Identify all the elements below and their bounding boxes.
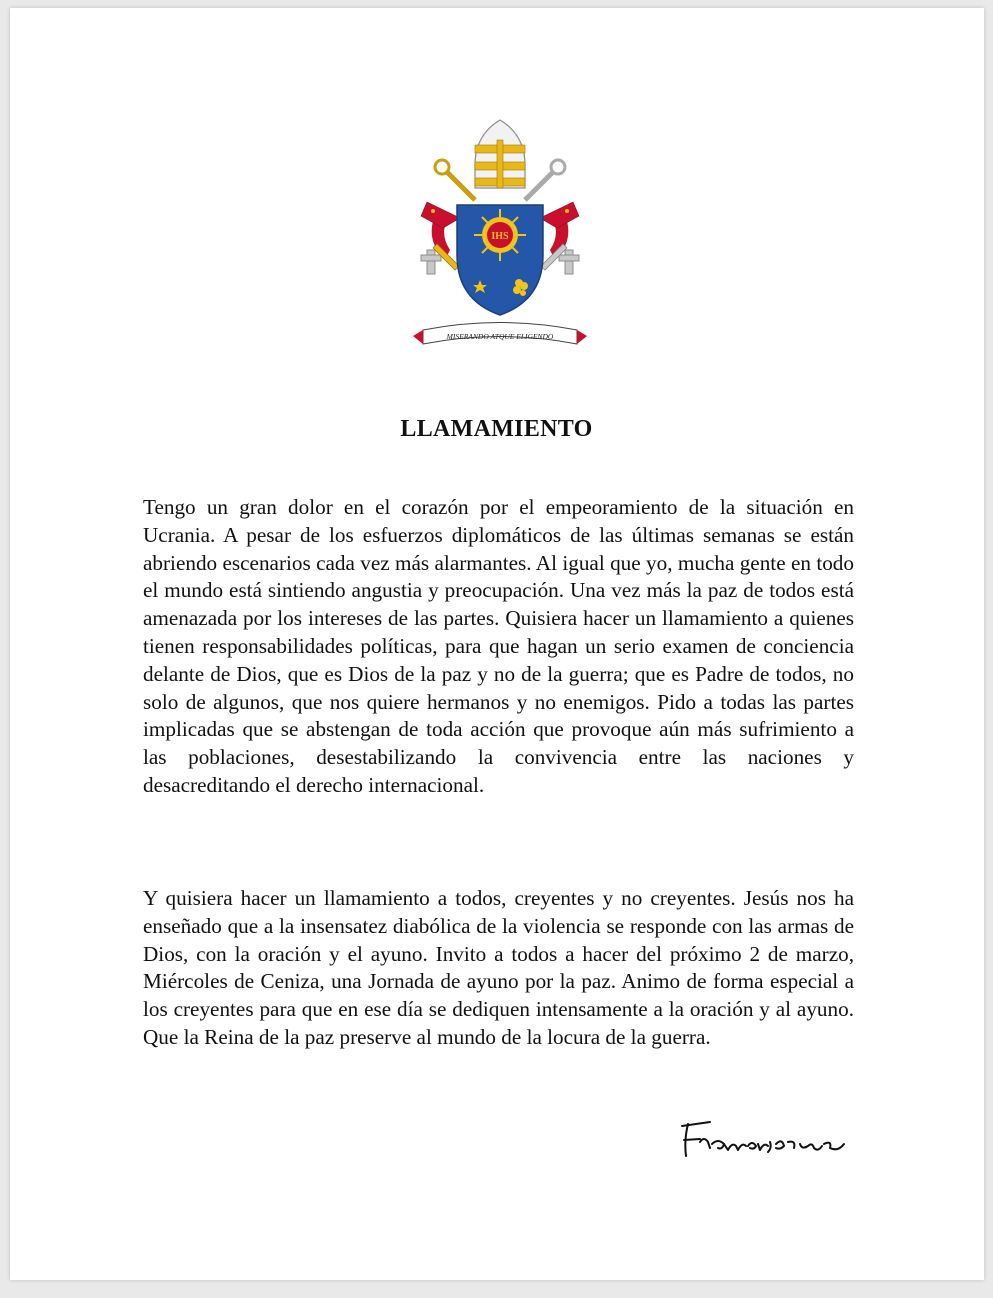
motto-text: MISERANDO ATQUE ELIGENDO — [446, 332, 554, 341]
paragraph-2: Y quisiera hacer un llamamiento a todos, creyentes y no creyentes. Jesús nos ha enseñado que a la insensatez diabólica de la violencia se responde con las armas de Dios, con la oración y el ayuno. Invito a todos a hacer del próximo 2 de marzo, Miércoles de Ceniza, una Jornada de ayuno por la paz. Animo de forma especial a los creyentes para que en ese día se dediquen intensamente a la oración y al ayuno. Que la Reina de la paz preserve al mundo de la locura de la guerra. — [143, 886, 854, 1049]
document-title: LLAMAMIENTO — [400, 416, 593, 442]
papal-coat-of-arms-emblem — [405, 110, 595, 360]
handwritten-signature — [672, 1112, 862, 1162]
paragraph-1: Tengo un gran dolor en el corazón por el empeoramiento de la situación en Ucrania. A pesar de los esfuerzos diplomáticos de las últimas semanas se están abriendo escenarios cada vez más alarmantes. Al igual que yo, mucha gente en todo el mundo está sintiendo angustia y preocupación. Una vez más la paz de todos está amenazada por los intereses de las partes. Quisiera hacer un llamamiento a quienes tienen responsabilidades políticas, para que hagan un serio examen de conciencia delante de Dios, que es Dios de la paz y no de la guerra; que es Padre de todos, no solo de algunos, que nos quiere hermanos y no enemigos. Pido a todas las partes implicadas que se abstengan de toda acción que provoque aún más sufrimiento a las poblaciones, desestabilizando la convivencia entre las naciones y desacreditando el derecho internacional. — [143, 495, 854, 797]
ihs-monogram: IHS — [491, 231, 509, 242]
